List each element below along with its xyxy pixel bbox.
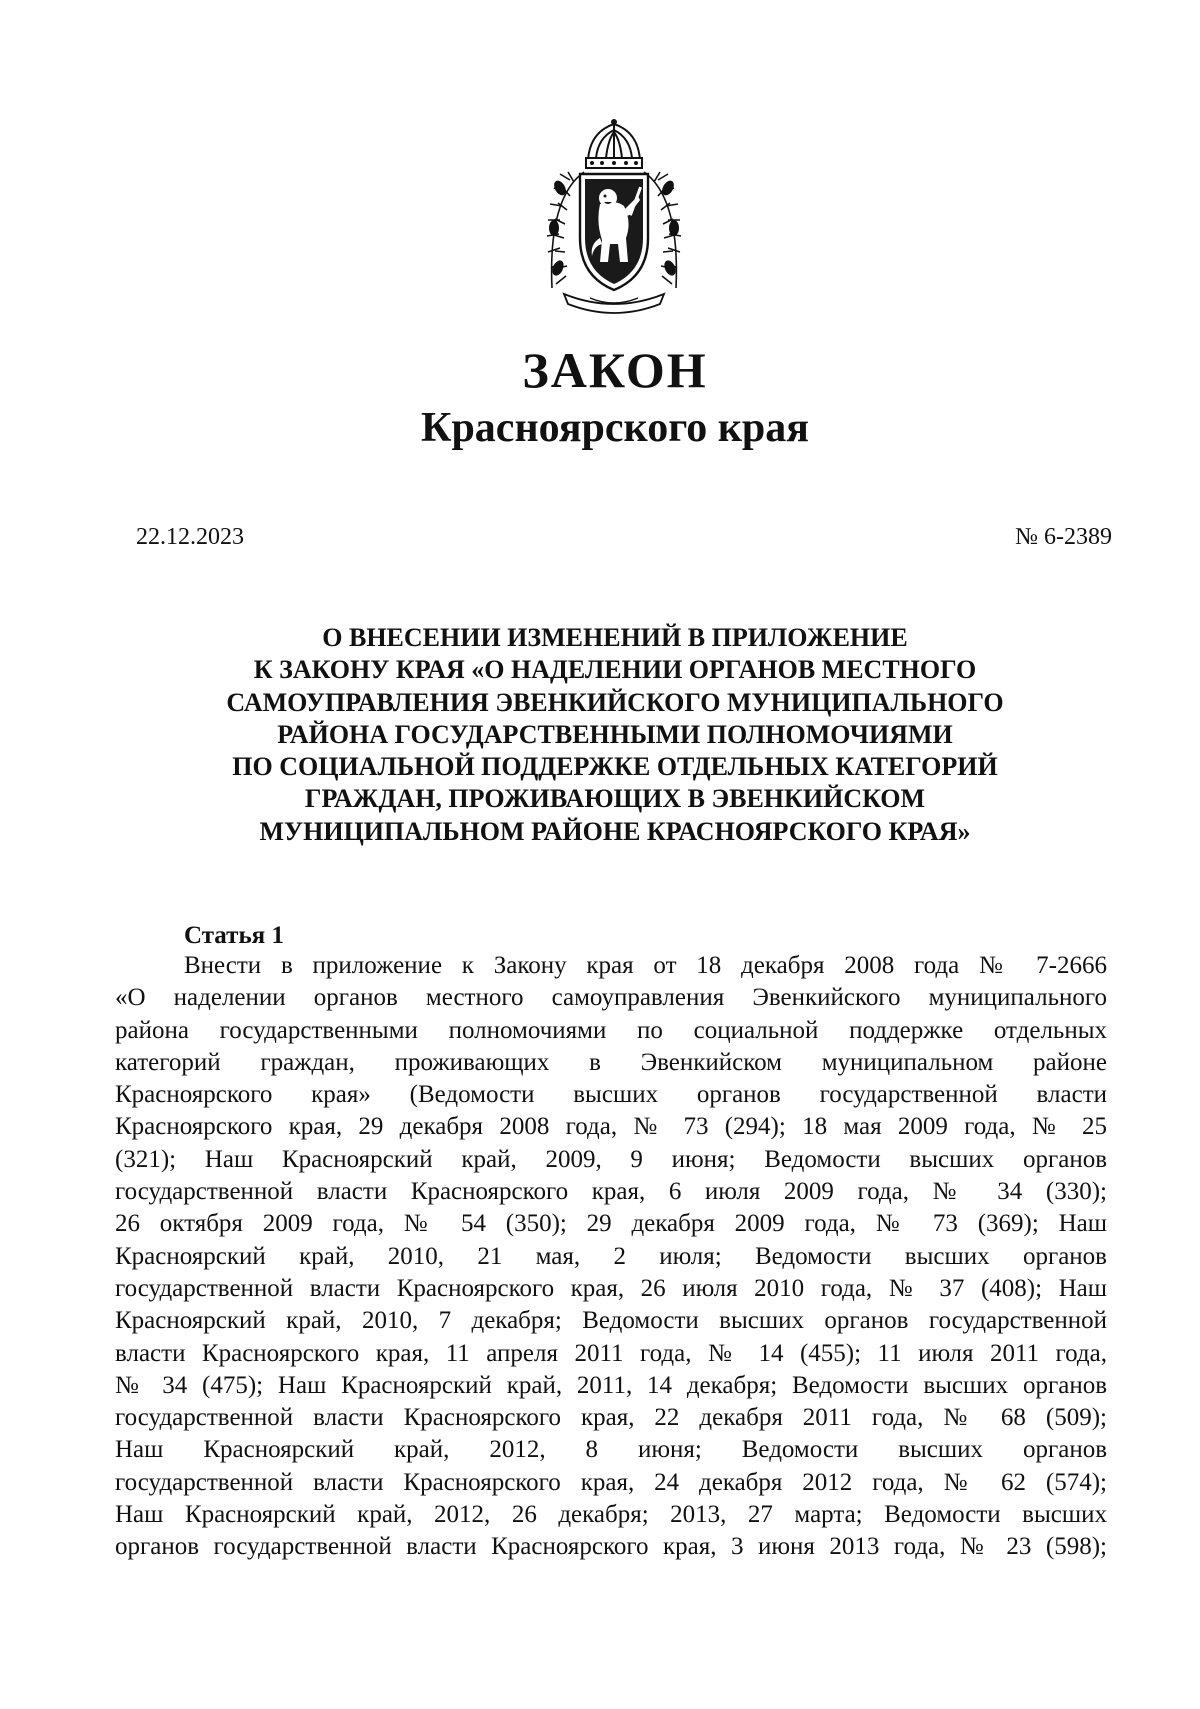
document-type-heading: ЗАКОН bbox=[522, 342, 708, 398]
document-title-line: ПО СОЦИАЛЬНОЙ ПОДДЕРЖКЕ ОТДЕЛЬНЫХ КАТЕГОРИЙ bbox=[232, 752, 998, 782]
document-title-line: РАЙОНА ГОСУДАРСТВЕННЫМИ ПОЛНОМОЧИЯМИ bbox=[277, 719, 953, 749]
article-line: «О наделении органов местного самоуправления Эвенкийского муниципального bbox=[115, 984, 1107, 1012]
article-line: государственной власти Красноярского края, 22 декабря 2011 года, № 68 (509); bbox=[115, 1404, 1107, 1432]
article-line: 26 октября 2009 года, № 54 (350); 29 декабря 2009 года, № 73 (369); Наш bbox=[115, 1210, 1107, 1238]
article-line: государственной власти Красноярского края, 6 июля 2009 года, № 34 (330); bbox=[115, 1178, 1107, 1206]
coat-of-arms-icon bbox=[530, 118, 698, 318]
document-date: 22.12.2023 bbox=[136, 524, 244, 550]
article-line: района государственными полномочиями по социальной поддержке отдельных bbox=[115, 1016, 1107, 1044]
document-region-heading: Красноярского края bbox=[420, 405, 810, 451]
article-line: категорий граждан, проживающих в Эвенкийском муниципальном районе bbox=[115, 1048, 1107, 1076]
article-line: № 34 (475); Наш Красноярский край, 2011, 14 декабря; Ведомости высших органов bbox=[115, 1371, 1107, 1399]
document-title-line: САМОУПРАВЛЕНИЯ ЭВЕНКИЙСКОГО МУНИЦИПАЛЬНОГО bbox=[226, 687, 1004, 717]
article-body bbox=[115, 950, 1107, 1564]
article-line: государственной власти Красноярского края, 24 декабря 2012 года, № 62 (574); bbox=[115, 1468, 1107, 1496]
article-line: Наш Красноярский край, 2012, 26 декабря; 2013, 27 марта; Ведомости высших bbox=[115, 1501, 1107, 1529]
document-title-line: О ВНЕСЕНИИ ИЗМЕНЕНИЙ В ПРИЛОЖЕНИЕ bbox=[322, 623, 908, 652]
article-line: органов государственной власти Красноярского края, 3 июня 2013 года, № 23 (598); bbox=[115, 1533, 1107, 1561]
article-line: власти Красноярского края, 11 апреля 2011 года, № 14 (455); 11 июля 2011 года, bbox=[115, 1339, 1107, 1367]
article-line: Красноярского края, 29 декабря 2008 года, № 73 (294); 18 мая 2009 года, № 25 bbox=[115, 1113, 1107, 1141]
document-number: № 6-2389 bbox=[1015, 524, 1112, 550]
article-line: Внести в приложение к Закону края от 18 декабря 2008 года № 7-2666 bbox=[184, 952, 1107, 979]
article-line: Красноярского края» (Ведомости высших органов государственной власти bbox=[115, 1081, 1107, 1109]
document-title bbox=[150, 622, 1080, 848]
article-line: Наш Красноярский край, 2012, 8 июня; Ведомости высших органов bbox=[115, 1436, 1107, 1464]
article-line: Красноярский край, 2010, 7 декабря; Ведомости высших органов государственной bbox=[115, 1307, 1107, 1335]
article-heading: Статья 1 bbox=[184, 922, 284, 949]
article-line: Красноярский край, 2010, 21 мая, 2 июля; Ведомости высших органов bbox=[115, 1242, 1107, 1270]
article-line: (321); Наш Красноярский край, 2009, 9 июня; Ведомости высших органов bbox=[115, 1145, 1107, 1173]
document-title-line: ГРАЖДАН, ПРОЖИВАЮЩИХ В ЭВЕНКИЙСКОМ bbox=[304, 784, 926, 814]
document-title-line: МУНИЦИПАЛЬНОМ РАЙОНЕ КРАСНОЯРСКОГО КРАЯ» bbox=[259, 816, 971, 846]
article-line: государственной власти Красноярского края, 26 июля 2010 года, № 37 (408); Наш bbox=[115, 1274, 1107, 1302]
document-title-line: К ЗАКОНУ КРАЯ «О НАДЕЛЕНИИ ОРГАНОВ МЕСТНОГО bbox=[253, 655, 977, 685]
